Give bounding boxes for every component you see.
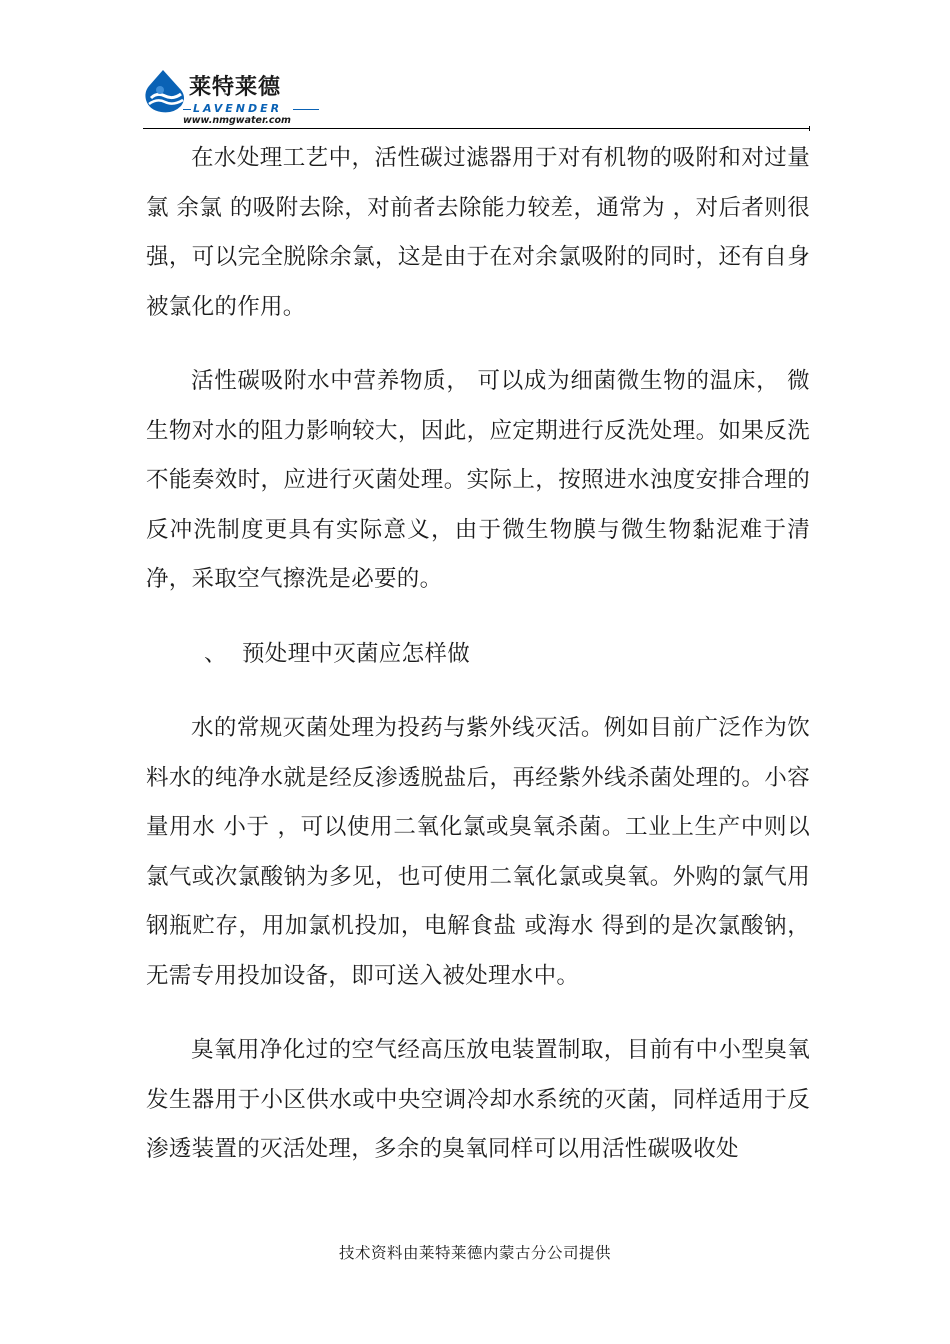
logo-divider — [183, 109, 191, 110]
header-divider — [143, 128, 810, 129]
document-body — [146, 134, 810, 1175]
paragraph-backwash: 活性碳吸附水中营养物质， 可以成为细菌微生物的温床， 微生物对水的阻力影响较大，因此，应定期进行反洗处理。如果反洗不能奏效时，应进行灭菌处理。实际上，按照进水浊度安排合理的反冲洗制度更具有实际意义，由于微生物膜与微生物黏泥难于清净，采取空气擦洗是必要的。 — [146, 368, 810, 592]
logo-english-row — [183, 102, 319, 116]
logo-chinese-name: 莱特莱德 — [189, 75, 282, 100]
paragraph-ozone: 臭氧用净化过的空气经高压放电装置制取，目前有中小型臭氧发生器用于小区供水或中央空调冷却水系统的灭菌，同样适用于反渗透装置的灭活处理，多余的臭氧同样可以用活性碳吸收处 — [146, 1037, 810, 1162]
logo-website: www.nmgwater.com — [183, 115, 291, 126]
page-footer: 技术资料由莱特莱德内蒙古分公司提供 — [338, 1244, 611, 1262]
logo-divider — [293, 109, 319, 110]
paragraph-disinfection: 水的常规灭菌处理为投药与紫外线灭活。例如目前广泛作为饮料水的纯净水就是经反渗透脱盐后，再经紫外线杀菌处理的。小容量用水 小于 ，可以使用二氧化氯或臭氧杀菌。工业上生产中则以氯气或次氯酸钠为多见，也可使用二氧化氯或臭氧。外购的氯气用钢瓶贮存，用加氯机投加，电解食盐 或海水 得到的是次氯酸钠，无需专用投加设备，即可送入被处理水中。 — [146, 715, 810, 989]
paragraph-activated-carbon: 在水处理工艺中，活性碳过滤器用于对有机物的吸附和对过量氯 余氯 的吸附去除，对前者去除能力较差，通常为 ，对后者则很强，可以完全脱除余氯，这是由于在对余氯吸附的同时，还有自身被氯化的作用。 — [146, 145, 810, 320]
section-heading — [146, 630, 810, 680]
section-title: 预处理中灭菌应怎样做 — [242, 640, 471, 667]
logo-english-name: LAVENDER — [193, 102, 283, 115]
section-number: 、 — [204, 640, 227, 667]
company-logo — [143, 66, 323, 126]
header-divider-tick — [809, 126, 810, 131]
